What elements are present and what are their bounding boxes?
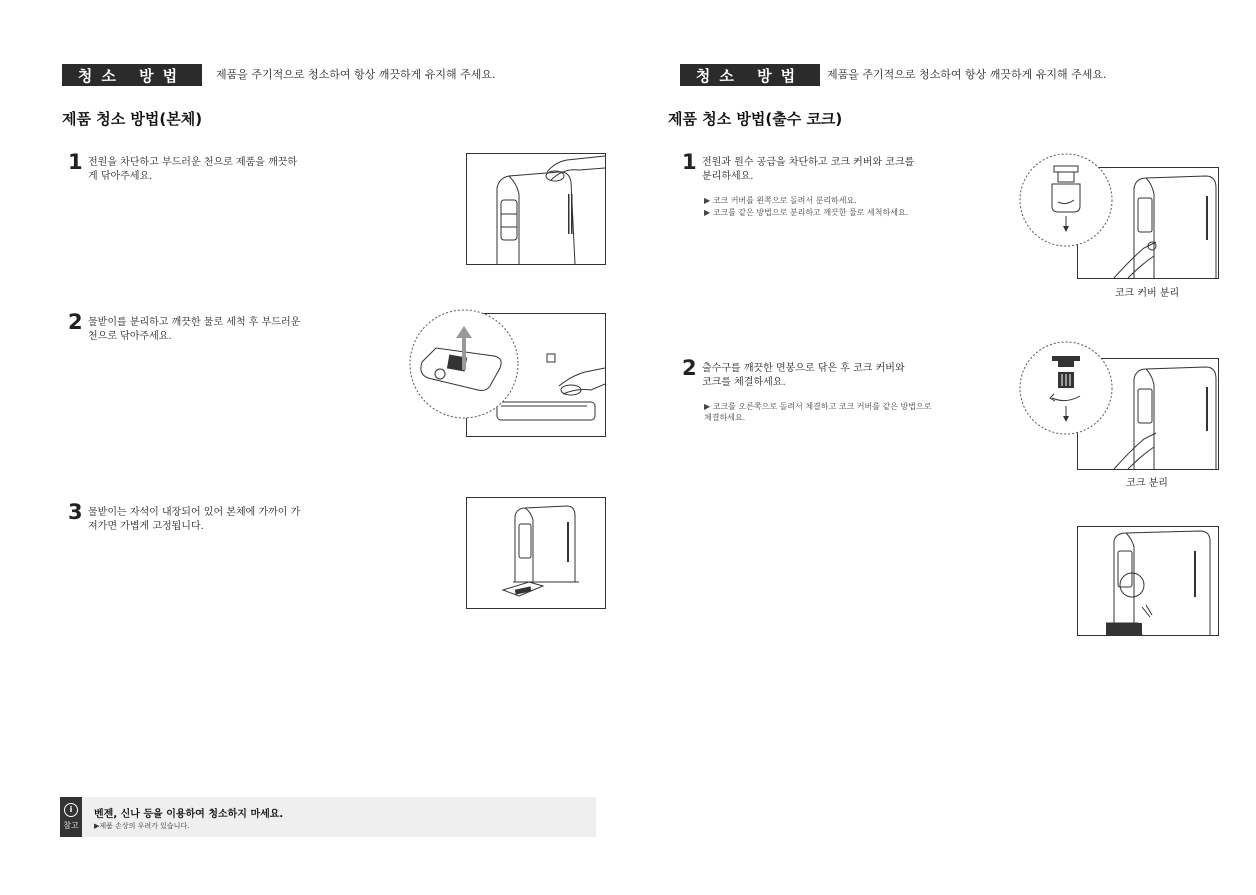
cock-detail-callout: [1018, 340, 1114, 436]
step-text: 물받이를 분리하고 깨끗한 물로 세척 후 부드러운 천으로 닦아주세요.: [88, 317, 301, 342]
header-label: 청소 방법: [62, 64, 202, 86]
step-bullet: ▶ 코크를 오른쪽으로 돌려서 체결하고 코크 커버를 같은 방법으로 체결하세요.: [704, 402, 932, 422]
step-bullets: [704, 401, 934, 424]
step-number: 2: [68, 310, 83, 334]
step-text: 출수구를 깨끗한 면봉으로 닦은 후 코크 커버와 코크를 체결하세요.: [702, 363, 905, 388]
header-description: 제품을 주기적으로 청소하여 항상 깨끗하게 유지해 주세요.: [216, 68, 496, 81]
step-bullets: [704, 195, 934, 219]
figure-caption: 코크 분리: [1126, 478, 1168, 489]
step-text: 전원과 원수 공급을 차단하고 코크 커버와 코크를 분리하세요.: [702, 157, 915, 182]
note-label: 참고: [63, 821, 79, 830]
step-bullet: ▶ 코크를 같은 방법으로 분리하고 깨끗한 물로 세척하세요.: [704, 208, 909, 217]
note-text: ▶제품 손상의 우려가 있습니다.: [94, 822, 190, 830]
header-description: 제품을 주기적으로 청소하여 항상 깨끗하게 유지해 주세요.: [827, 68, 1107, 81]
header-label: 청소 방법: [680, 64, 820, 86]
info-icon: i: [64, 803, 78, 817]
section-title: 제품 청소 방법(출수 코크): [668, 110, 843, 128]
step-number: 2: [682, 356, 697, 380]
step-text: 전원을 차단하고 부드러운 천으로 제품을 깨끗하게 닦아주세요.: [88, 157, 298, 182]
cock-attach-illustration: [1077, 526, 1219, 636]
cock-cover-detail-callout: [1018, 152, 1114, 248]
step-text: 물받이는 자석이 내장되어 있어 본체에 가까이 가져가면 가볍게 고정됩니다.: [88, 507, 301, 532]
tray-detail-callout: [408, 308, 520, 420]
step-number: 1: [682, 150, 697, 174]
note-box: [60, 797, 596, 837]
figure-caption: 코크 커버 분리: [1114, 288, 1180, 299]
note-icon-column: [60, 797, 82, 837]
product-wiping-illustration: [466, 153, 606, 265]
step-number: 3: [68, 500, 83, 524]
step-number: 1: [68, 150, 83, 174]
right-page: [618, 0, 1246, 895]
step-bullet: ▶ 코크 커버를 왼쪽으로 돌려서 분리하세요.: [704, 196, 857, 205]
tray-attach-illustration: [466, 497, 606, 609]
section-title: 제품 청소 방법(본체): [62, 110, 203, 128]
note-title: 벤젠, 신나 등을 이용하여 청소하지 마세요.: [94, 809, 284, 820]
